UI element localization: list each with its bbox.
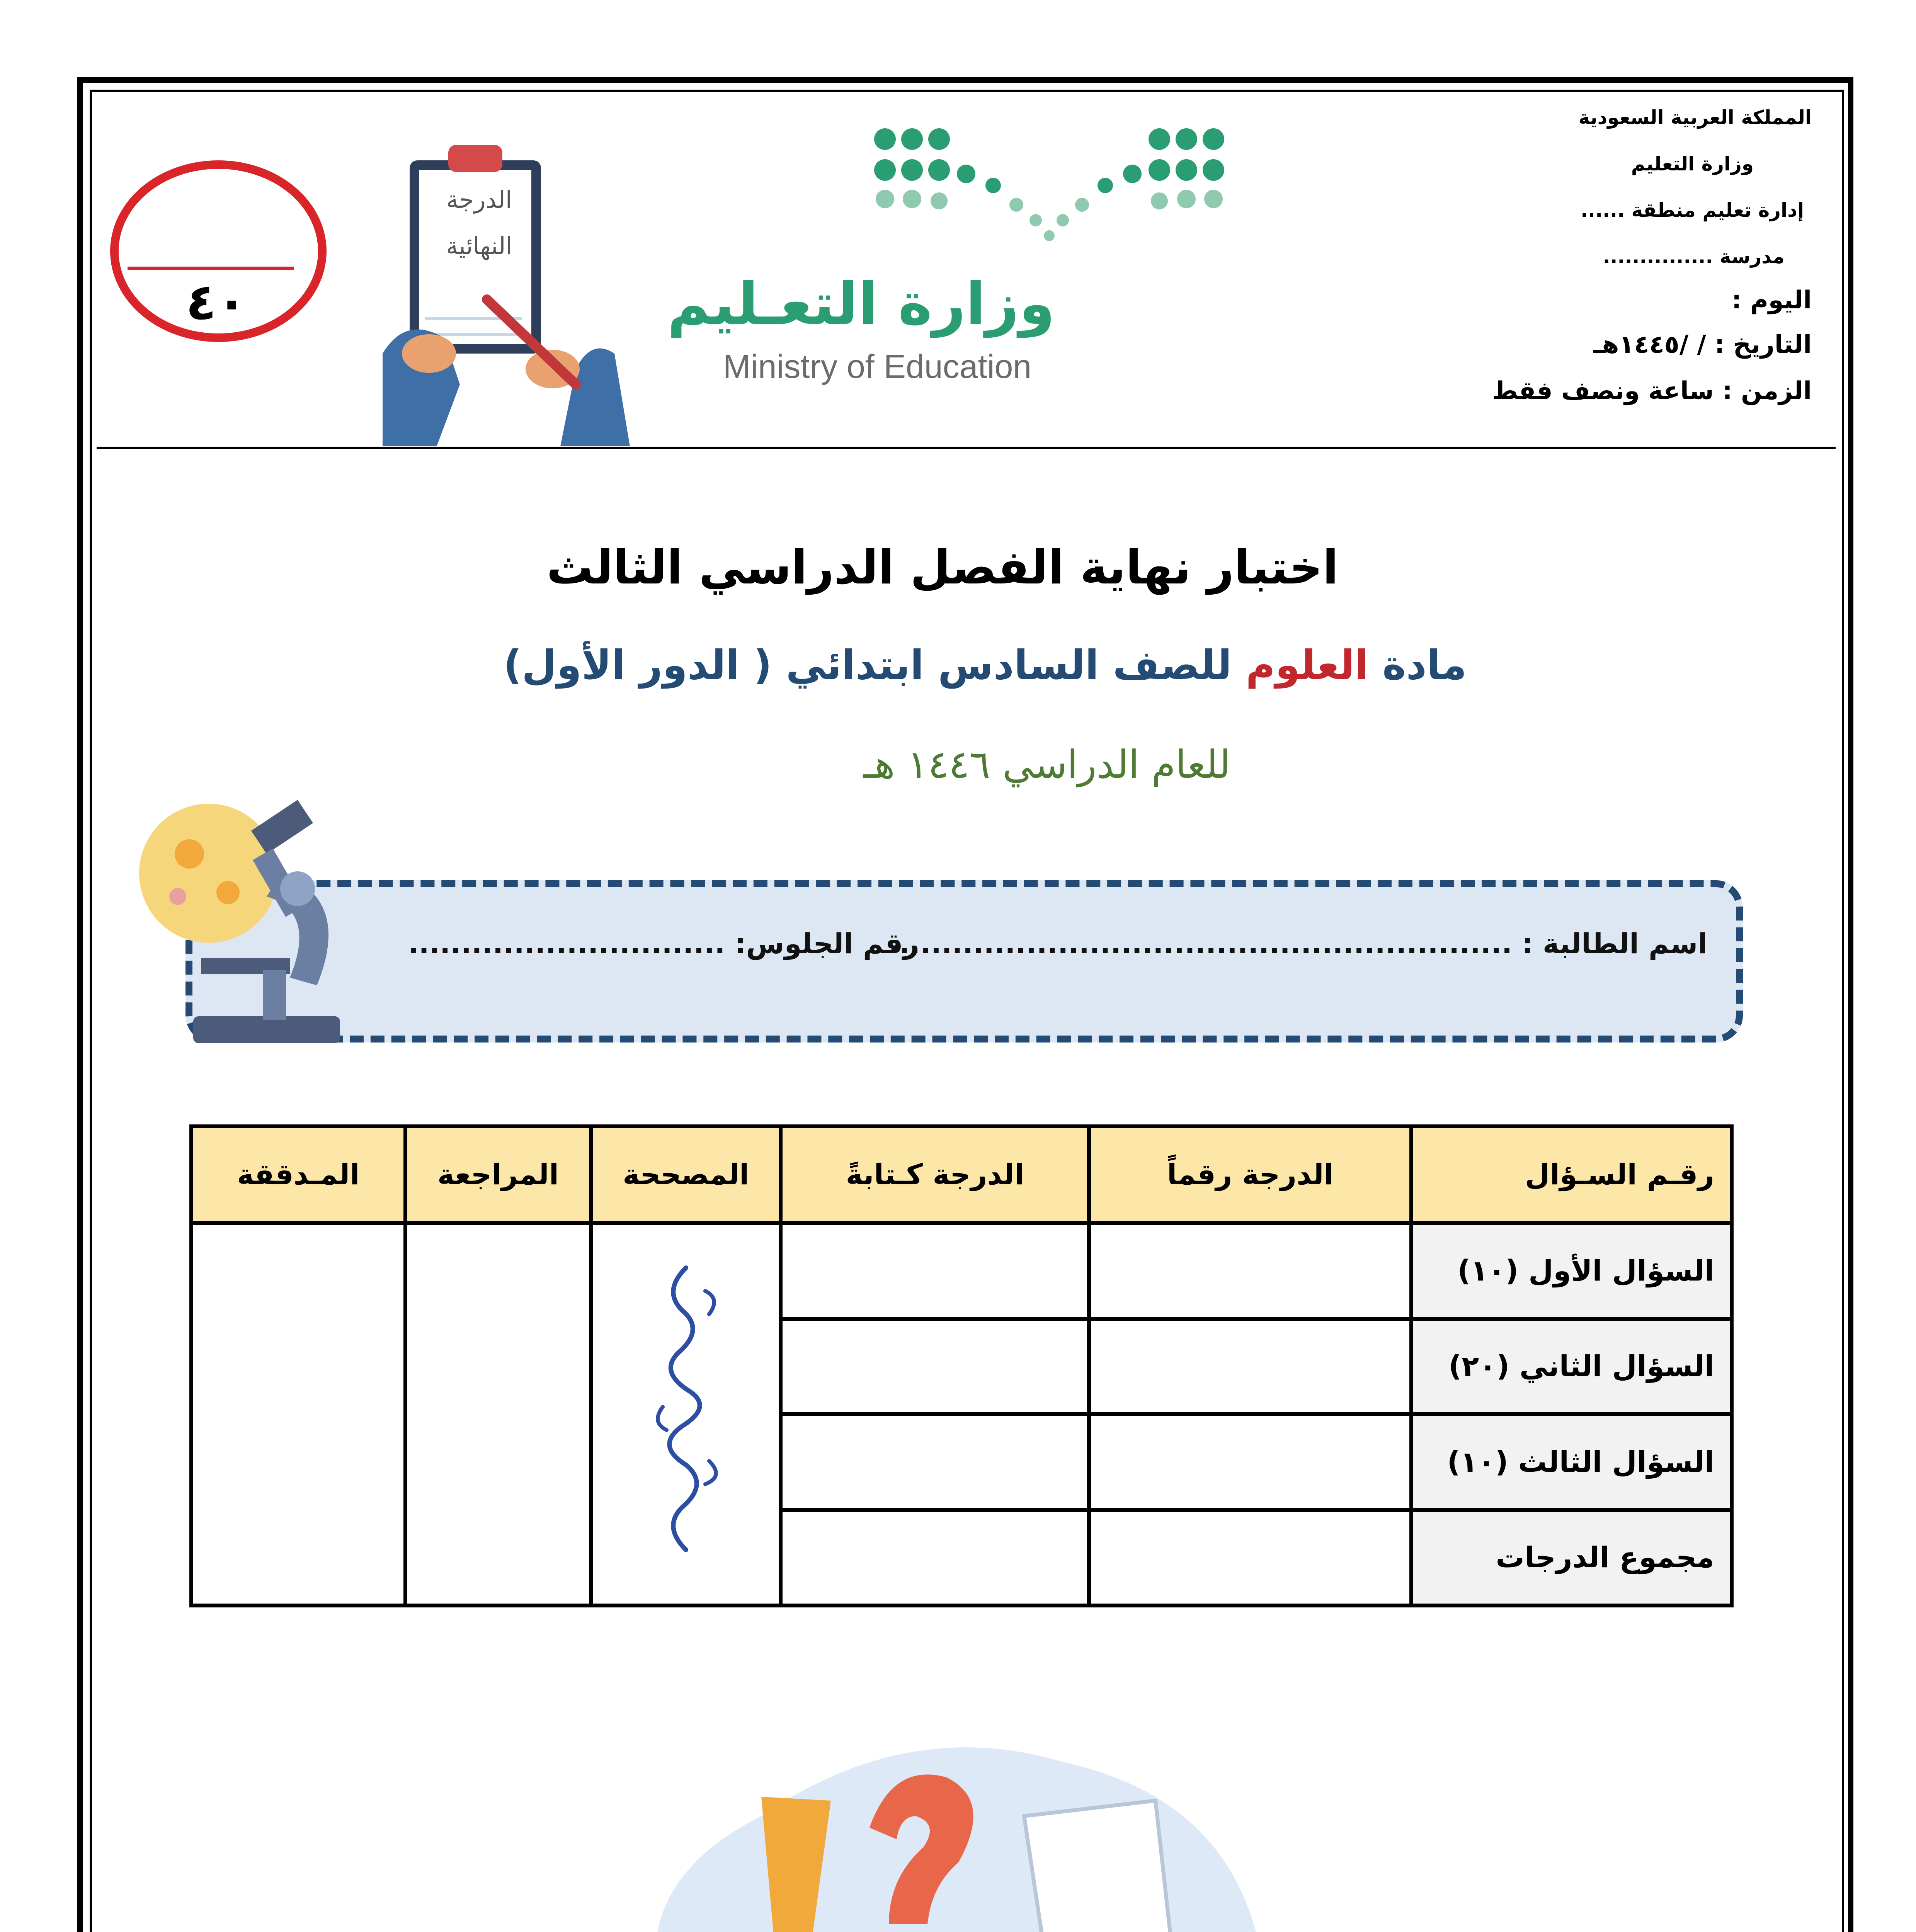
grade-numeric-cell[interactable] (1089, 1223, 1411, 1319)
exam-year: للعام الدراسي ١٤٤٦ هـ (863, 742, 1231, 787)
header-school: مدرسة ............... (1603, 245, 1785, 268)
row-label: السؤال الثاني (٢٠) (1411, 1319, 1732, 1415)
header-time: الزمن : ساعة ونصف فقط (1492, 377, 1812, 405)
grades-table (189, 1124, 1734, 1607)
microscope-illustration (135, 784, 375, 1055)
exam-subtitle-prefix: مادة (1368, 641, 1467, 689)
grades-table-header (191, 1126, 1732, 1223)
header-date: التاريخ : / /١٤٤٥هـ (1593, 330, 1812, 359)
header-divider (97, 447, 1836, 449)
corrector-signature-cell (591, 1223, 781, 1605)
auditor-cell[interactable] (191, 1223, 405, 1605)
table-row (191, 1223, 1732, 1319)
header-question-number: رقـم السـؤال (1411, 1126, 1732, 1223)
header-reviewer: المراجعة (405, 1126, 591, 1223)
header-ministry: وزارة التعليم (1631, 153, 1754, 175)
grade-numeric-cell[interactable] (1089, 1414, 1411, 1510)
grade-written-cell[interactable] (781, 1414, 1089, 1510)
clipboard-label-1: الدرجة (446, 185, 512, 214)
row-label: السؤال الثالث (١٠) (1411, 1414, 1732, 1510)
exam-title: اختبار نهاية الفصل الدراسي الثالث (546, 541, 1339, 595)
header-day: اليوم : (1732, 286, 1812, 315)
header-corrector: المصححة (591, 1126, 781, 1223)
ministry-logo-english: Ministry of Education (723, 348, 1032, 385)
books-illustration (560, 1700, 1372, 1932)
grade-numeric-cell[interactable] (1089, 1319, 1411, 1415)
student-info-box (185, 880, 1743, 1043)
clipboard-illustration (359, 137, 638, 446)
handwritten-signature (628, 1245, 744, 1577)
final-score-value: ٤٠ (185, 272, 247, 331)
seat-number-field[interactable]: رقم الجلوس: .............................. (408, 927, 919, 960)
header-region: إدارة تعليم منطقة ...... (1581, 199, 1804, 221)
score-circle-line (128, 267, 294, 270)
ministry-logo-dots (866, 124, 1229, 247)
student-name-field[interactable]: اسم الطالبة : ........................................................... (888, 927, 1707, 960)
exam-subtitle-rest: للصف السادس ابتدائي ( الدور الأول) (503, 641, 1246, 689)
ministry-logo-arabic: وزارة التعـليم (667, 270, 1055, 338)
grade-numeric-cell[interactable] (1089, 1510, 1411, 1606)
header-auditor: المـدققة (191, 1126, 405, 1223)
row-label: مجموع الدرجات (1411, 1510, 1732, 1606)
header-grade-numeric: الدرجة رقماً (1089, 1126, 1411, 1223)
reviewer-cell[interactable] (405, 1223, 591, 1605)
clipboard-label-2: النهائية (446, 232, 512, 260)
exam-subject: العلوم (1246, 641, 1368, 689)
header-kingdom: المملكة العربية السعودية (1578, 106, 1812, 129)
exam-subtitle (27, 641, 1916, 689)
header-grade-written: الدرجة كـتابةً (781, 1126, 1089, 1223)
row-label: السؤال الأول (١٠) (1411, 1223, 1732, 1319)
grade-written-cell[interactable] (781, 1319, 1089, 1415)
grade-written-cell[interactable] (781, 1223, 1089, 1319)
grade-written-cell[interactable] (781, 1510, 1089, 1606)
